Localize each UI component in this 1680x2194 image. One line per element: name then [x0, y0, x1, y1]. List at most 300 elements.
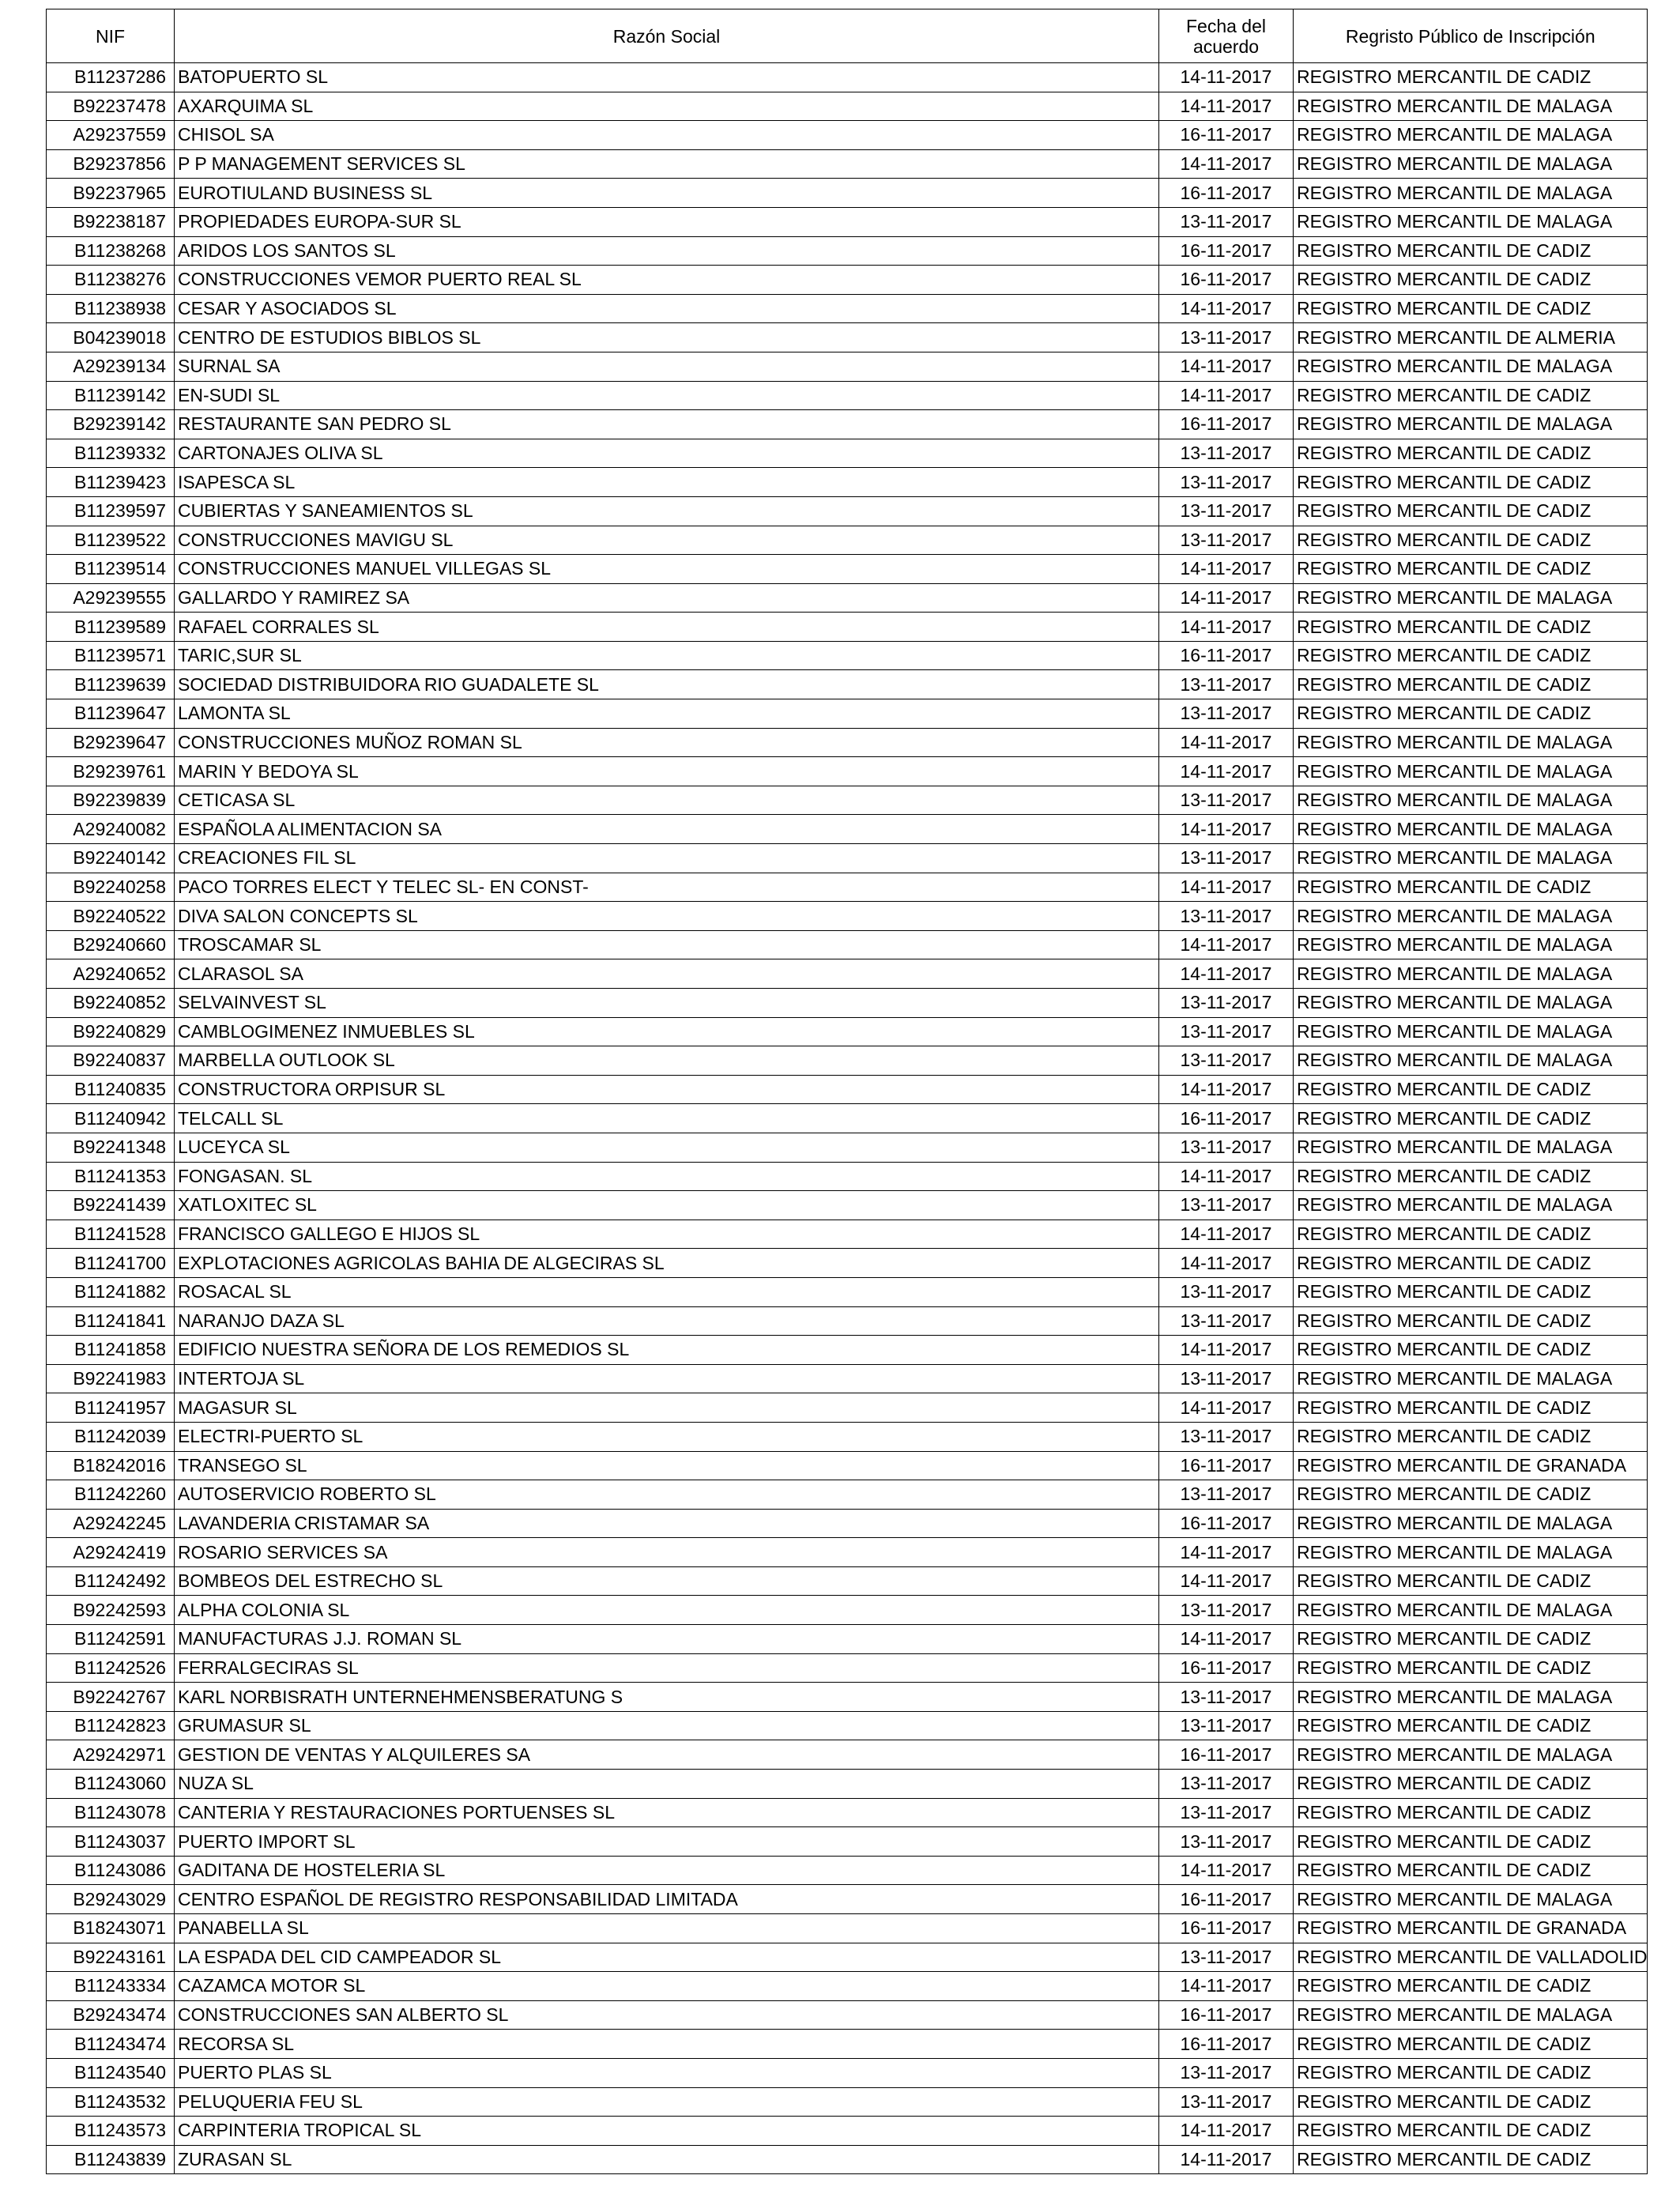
- cell-registro: REGISTRO MERCANTIL DE CADIZ: [1294, 526, 1648, 555]
- cell-fecha: 14-11-2017: [1159, 1856, 1294, 1885]
- cell-nif: B29239142: [47, 410, 175, 439]
- cell-registro: REGISTRO MERCANTIL DE CADIZ: [1294, 641, 1648, 670]
- cell-razon-social: XATLOXITEC SL: [175, 1191, 1159, 1220]
- cell-razon-social: LUCEYCA SL: [175, 1133, 1159, 1162]
- cell-registro: REGISTRO MERCANTIL DE MALAGA: [1294, 1683, 1648, 1712]
- cell-razon-social: EXPLOTACIONES AGRICOLAS BAHIA DE ALGECIRAS SL: [175, 1249, 1159, 1278]
- table-row: [47, 1249, 1648, 1278]
- table-row: [47, 1336, 1648, 1365]
- cell-nif: B11242526: [47, 1653, 175, 1683]
- table-row: [47, 1625, 1648, 1654]
- cell-nif: B11241858: [47, 1336, 175, 1365]
- cell-nif: B92241983: [47, 1364, 175, 1393]
- cell-nif: B11242492: [47, 1566, 175, 1596]
- cell-fecha: 13-11-2017: [1159, 989, 1294, 1018]
- cell-registro: REGISTRO MERCANTIL DE MALAGA: [1294, 1740, 1648, 1770]
- table-row: [47, 1770, 1648, 1799]
- cell-nif: B11243078: [47, 1798, 175, 1827]
- cell-registro: REGISTRO MERCANTIL DE CADIZ: [1294, 1220, 1648, 1249]
- cell-registro: REGISTRO MERCANTIL DE CADIZ: [1294, 1770, 1648, 1799]
- cell-registro: REGISTRO MERCANTIL DE MALAGA: [1294, 1538, 1648, 1567]
- cell-fecha: 16-11-2017: [1159, 266, 1294, 295]
- cell-nif: A29242245: [47, 1509, 175, 1538]
- cell-razon-social: CREACIONES FIL SL: [175, 844, 1159, 873]
- cell-razon-social: MARIN Y BEDOYA SL: [175, 757, 1159, 786]
- cell-nif: B11241882: [47, 1277, 175, 1306]
- cell-registro: REGISTRO MERCANTIL DE CADIZ: [1294, 496, 1648, 526]
- cell-fecha: 14-11-2017: [1159, 294, 1294, 323]
- cell-registro: REGISTRO MERCANTIL DE MALAGA: [1294, 989, 1648, 1018]
- cell-razon-social: CONSTRUCCIONES MANUEL VILLEGAS SL: [175, 555, 1159, 584]
- cell-registro: REGISTRO MERCANTIL DE CADIZ: [1294, 2030, 1648, 2059]
- cell-fecha: 14-11-2017: [1159, 1336, 1294, 1365]
- cell-nif: B92240258: [47, 873, 175, 902]
- table-row: [47, 2117, 1648, 2146]
- cell-fecha: 13-11-2017: [1159, 844, 1294, 873]
- table-row: [47, 63, 1648, 92]
- cell-registro: REGISTRO MERCANTIL DE MALAGA: [1294, 583, 1648, 613]
- cell-nif: B92240829: [47, 1017, 175, 1046]
- cell-registro: REGISTRO MERCANTIL DE MALAGA: [1294, 728, 1648, 757]
- table-row: [47, 902, 1648, 931]
- table-row: [47, 2087, 1648, 2117]
- cell-fecha: 13-11-2017: [1159, 786, 1294, 815]
- cell-razon-social: MAGASUR SL: [175, 1393, 1159, 1423]
- cell-registro: REGISTRO MERCANTIL DE CADIZ: [1294, 381, 1648, 410]
- cell-registro: REGISTRO MERCANTIL DE CADIZ: [1294, 1075, 1648, 1104]
- cell-razon-social: PUERTO IMPORT SL: [175, 1827, 1159, 1857]
- table-row: [47, 1653, 1648, 1683]
- table-row: [47, 728, 1648, 757]
- cell-registro: REGISTRO MERCANTIL DE CADIZ: [1294, 613, 1648, 642]
- cell-registro: REGISTRO MERCANTIL DE VALLADOLID: [1294, 1943, 1648, 1972]
- cell-fecha: 14-11-2017: [1159, 613, 1294, 642]
- cell-fecha: 14-11-2017: [1159, 959, 1294, 989]
- table-row: [47, 1566, 1648, 1596]
- cell-nif: B92238187: [47, 207, 175, 236]
- cell-registro: REGISTRO MERCANTIL DE CADIZ: [1294, 1566, 1648, 1596]
- cell-fecha: 13-11-2017: [1159, 1133, 1294, 1162]
- cell-registro: REGISTRO MERCANTIL DE CADIZ: [1294, 1306, 1648, 1336]
- cell-registro: REGISTRO MERCANTIL DE CADIZ: [1294, 1249, 1648, 1278]
- cell-registro: REGISTRO MERCANTIL DE CADIZ: [1294, 1277, 1648, 1306]
- cell-fecha: 13-11-2017: [1159, 1683, 1294, 1712]
- cell-razon-social: BOMBEOS DEL ESTRECHO SL: [175, 1566, 1159, 1596]
- cell-registro: REGISTRO MERCANTIL DE CADIZ: [1294, 468, 1648, 497]
- cell-razon-social: CLARASOL SA: [175, 959, 1159, 989]
- cell-fecha: 16-11-2017: [1159, 121, 1294, 150]
- table-row: [47, 844, 1648, 873]
- cell-razon-social: CONSTRUCCIONES MUÑOZ ROMAN SL: [175, 728, 1159, 757]
- cell-razon-social: AXARQUIMA SL: [175, 92, 1159, 121]
- cell-nif: B92237965: [47, 179, 175, 208]
- cell-registro: REGISTRO MERCANTIL DE CADIZ: [1294, 2087, 1648, 2117]
- cell-nif: B11239589: [47, 613, 175, 642]
- table-row: [47, 670, 1648, 699]
- cell-registro: REGISTRO MERCANTIL DE CADIZ: [1294, 1336, 1648, 1365]
- cell-fecha: 13-11-2017: [1159, 1798, 1294, 1827]
- table-row: [47, 1711, 1648, 1740]
- table-row: [47, 1943, 1648, 1972]
- table-row: [47, 1885, 1648, 1914]
- cell-nif: B18242016: [47, 1451, 175, 1480]
- table-row: [47, 526, 1648, 555]
- cell-razon-social: EDIFICIO NUESTRA SEÑORA DE LOS REMEDIOS SL: [175, 1336, 1159, 1365]
- cell-nif: B11243334: [47, 1972, 175, 2001]
- cell-fecha: 13-11-2017: [1159, 439, 1294, 468]
- cell-registro: REGISTRO MERCANTIL DE MALAGA: [1294, 959, 1648, 989]
- table-body: [47, 63, 1648, 2174]
- cell-registro: REGISTRO MERCANTIL DE CADIZ: [1294, 1480, 1648, 1510]
- cell-razon-social: FONGASAN. SL: [175, 1162, 1159, 1191]
- cell-fecha: 14-11-2017: [1159, 1972, 1294, 2001]
- cell-razon-social: CENTRO ESPAÑOL DE REGISTRO RESPONSABILIDAD LIMITADA: [175, 1885, 1159, 1914]
- cell-nif: B11241841: [47, 1306, 175, 1336]
- table-row: [47, 1075, 1648, 1104]
- cell-razon-social: TROSCAMAR SL: [175, 930, 1159, 959]
- table-row: [47, 1104, 1648, 1133]
- table-row: [47, 1220, 1648, 1249]
- cell-registro: REGISTRO MERCANTIL DE CADIZ: [1294, 294, 1648, 323]
- cell-nif: B92241348: [47, 1133, 175, 1162]
- cell-nif: B11237286: [47, 63, 175, 92]
- table-row: [47, 1393, 1648, 1423]
- cell-nif: B11240942: [47, 1104, 175, 1133]
- cell-nif: B11241353: [47, 1162, 175, 1191]
- cell-registro: REGISTRO MERCANTIL DE MALAGA: [1294, 757, 1648, 786]
- table-row: [47, 468, 1648, 497]
- cell-registro: REGISTRO MERCANTIL DE MALAGA: [1294, 1133, 1648, 1162]
- cell-razon-social: CENTRO DE ESTUDIOS BIBLOS SL: [175, 323, 1159, 352]
- cell-nif: B11243839: [47, 2145, 175, 2174]
- cell-fecha: 14-11-2017: [1159, 2117, 1294, 2146]
- table-row: [47, 266, 1648, 295]
- cell-fecha: 14-11-2017: [1159, 1220, 1294, 1249]
- cell-razon-social: TRANSEGO SL: [175, 1451, 1159, 1480]
- cell-razon-social: PELUQUERIA FEU SL: [175, 2087, 1159, 2117]
- cell-fecha: 14-11-2017: [1159, 555, 1294, 584]
- cell-razon-social: ISAPESCA SL: [175, 468, 1159, 497]
- cell-registro: REGISTRO MERCANTIL DE MALAGA: [1294, 1596, 1648, 1625]
- cell-fecha: 13-11-2017: [1159, 1364, 1294, 1393]
- cell-razon-social: DIVA SALON CONCEPTS SL: [175, 902, 1159, 931]
- cell-razon-social: PACO TORRES ELECT Y TELEC SL- EN CONST-: [175, 873, 1159, 902]
- cell-fecha: 13-11-2017: [1159, 1046, 1294, 1076]
- cell-registro: REGISTRO MERCANTIL DE MALAGA: [1294, 930, 1648, 959]
- cell-nif: B11242039: [47, 1422, 175, 1451]
- cell-registro: REGISTRO MERCANTIL DE MALAGA: [1294, 1885, 1648, 1914]
- cell-registro: REGISTRO MERCANTIL DE GRANADA: [1294, 1451, 1648, 1480]
- cell-razon-social: ELECTRI-PUERTO SL: [175, 1422, 1159, 1451]
- cell-fecha: 14-11-2017: [1159, 1566, 1294, 1596]
- cell-razon-social: NARANJO DAZA SL: [175, 1306, 1159, 1336]
- table-row: [47, 1683, 1648, 1712]
- cell-fecha: 13-11-2017: [1159, 1480, 1294, 1510]
- table-row: [47, 641, 1648, 670]
- cell-razon-social: PANABELLA SL: [175, 1914, 1159, 1943]
- table-row: [47, 179, 1648, 208]
- table-row: [47, 1914, 1648, 1943]
- cell-registro: REGISTRO MERCANTIL DE CADIZ: [1294, 1104, 1648, 1133]
- cell-razon-social: MARBELLA OUTLOOK SL: [175, 1046, 1159, 1076]
- cell-nif: B11242823: [47, 1711, 175, 1740]
- cell-fecha: 13-11-2017: [1159, 468, 1294, 497]
- cell-razon-social: EUROTIULAND BUSINESS SL: [175, 179, 1159, 208]
- cell-razon-social: PROPIEDADES EUROPA-SUR SL: [175, 207, 1159, 236]
- table-row: [47, 149, 1648, 179]
- table-row: [47, 1191, 1648, 1220]
- cell-registro: REGISTRO MERCANTIL DE CADIZ: [1294, 1162, 1648, 1191]
- cell-fecha: 16-11-2017: [1159, 2030, 1294, 2059]
- cell-fecha: 16-11-2017: [1159, 1509, 1294, 1538]
- cell-razon-social: SURNAL SA: [175, 352, 1159, 381]
- cell-razon-social: CARTONAJES OLIVA SL: [175, 439, 1159, 468]
- cell-registro: REGISTRO MERCANTIL DE MALAGA: [1294, 1017, 1648, 1046]
- cell-razon-social: LA ESPADA DEL CID CAMPEADOR SL: [175, 1943, 1159, 1972]
- cell-razon-social: MANUFACTURAS J.J. ROMAN SL: [175, 1625, 1159, 1654]
- cell-fecha: 14-11-2017: [1159, 1075, 1294, 1104]
- table-row: [47, 1046, 1648, 1076]
- cell-fecha: 13-11-2017: [1159, 496, 1294, 526]
- cell-fecha: 14-11-2017: [1159, 381, 1294, 410]
- table-row: [47, 439, 1648, 468]
- cell-razon-social: CHISOL SA: [175, 121, 1159, 150]
- cell-razon-social: ROSARIO SERVICES SA: [175, 1538, 1159, 1567]
- cell-razon-social: KARL NORBISRATH UNTERNEHMENSBERATUNG S: [175, 1683, 1159, 1712]
- cell-razon-social: GESTION DE VENTAS Y ALQUILERES SA: [175, 1740, 1159, 1770]
- table-row: [47, 930, 1648, 959]
- cell-razon-social: ROSACAL SL: [175, 1277, 1159, 1306]
- cell-fecha: 13-11-2017: [1159, 1422, 1294, 1451]
- cell-razon-social: LAMONTA SL: [175, 699, 1159, 729]
- cell-registro: REGISTRO MERCANTIL DE MALAGA: [1294, 1191, 1648, 1220]
- cell-nif: B11239332: [47, 439, 175, 468]
- cell-nif: B92240142: [47, 844, 175, 873]
- cell-registro: REGISTRO MERCANTIL DE MALAGA: [1294, 352, 1648, 381]
- table-row: [47, 1972, 1648, 2001]
- cell-nif: B11239522: [47, 526, 175, 555]
- table-row: [47, 815, 1648, 844]
- cell-razon-social: ARIDOS LOS SANTOS SL: [175, 236, 1159, 266]
- header-fecha-acuerdo: Fecha del acuerdo: [1159, 9, 1294, 63]
- cell-fecha: 13-11-2017: [1159, 670, 1294, 699]
- cell-razon-social: INTERTOJA SL: [175, 1364, 1159, 1393]
- cell-fecha: 13-11-2017: [1159, 2058, 1294, 2087]
- cell-razon-social: ESPAÑOLA ALIMENTACION SA: [175, 815, 1159, 844]
- cell-fecha: 14-11-2017: [1159, 815, 1294, 844]
- cell-registro: REGISTRO MERCANTIL DE MALAGA: [1294, 410, 1648, 439]
- cell-nif: B29240660: [47, 930, 175, 959]
- cell-razon-social: SELVAINVEST SL: [175, 989, 1159, 1018]
- cell-nif: A29239134: [47, 352, 175, 381]
- cell-razon-social: GRUMASUR SL: [175, 1711, 1159, 1740]
- cell-registro: REGISTRO MERCANTIL DE MALAGA: [1294, 92, 1648, 121]
- cell-fecha: 14-11-2017: [1159, 63, 1294, 92]
- table-row: [47, 1596, 1648, 1625]
- cell-fecha: 13-11-2017: [1159, 1191, 1294, 1220]
- cell-registro: REGISTRO MERCANTIL DE CADIZ: [1294, 1856, 1648, 1885]
- table-row: [47, 699, 1648, 729]
- table-row: [47, 786, 1648, 815]
- cell-nif: A29242419: [47, 1538, 175, 1567]
- cell-fecha: 14-11-2017: [1159, 1249, 1294, 1278]
- table-row: [47, 1277, 1648, 1306]
- cell-fecha: 16-11-2017: [1159, 179, 1294, 208]
- cell-registro: REGISTRO MERCANTIL DE MALAGA: [1294, 902, 1648, 931]
- cell-fecha: 14-11-2017: [1159, 1625, 1294, 1654]
- cell-registro: REGISTRO MERCANTIL DE MALAGA: [1294, 1046, 1648, 1076]
- cell-registro: REGISTRO MERCANTIL DE CADIZ: [1294, 1653, 1648, 1683]
- cell-nif: B92241439: [47, 1191, 175, 1220]
- cell-registro: REGISTRO MERCANTIL DE CADIZ: [1294, 2117, 1648, 2146]
- cell-nif: B04239018: [47, 323, 175, 352]
- cell-razon-social: CARPINTERIA TROPICAL SL: [175, 2117, 1159, 2146]
- table-row: [47, 873, 1648, 902]
- table-row: [47, 207, 1648, 236]
- header-nif: NIF: [47, 9, 175, 63]
- cell-razon-social: FRANCISCO GALLEGO E HIJOS SL: [175, 1220, 1159, 1249]
- cell-fecha: 14-11-2017: [1159, 1538, 1294, 1567]
- cell-nif: B11242591: [47, 1625, 175, 1654]
- cell-fecha: 16-11-2017: [1159, 1885, 1294, 1914]
- cell-registro: REGISTRO MERCANTIL DE CADIZ: [1294, 1393, 1648, 1423]
- cell-nif: A29237559: [47, 121, 175, 150]
- cell-razon-social: TARIC,SUR SL: [175, 641, 1159, 670]
- cell-razon-social: GALLARDO Y RAMIREZ SA: [175, 583, 1159, 613]
- cell-nif: B29243474: [47, 2000, 175, 2030]
- cell-fecha: 16-11-2017: [1159, 1104, 1294, 1133]
- cell-registro: REGISTRO MERCANTIL DE CADIZ: [1294, 2145, 1648, 2174]
- table-row: [47, 2058, 1648, 2087]
- cell-razon-social: TELCALL SL: [175, 1104, 1159, 1133]
- cell-fecha: 16-11-2017: [1159, 1740, 1294, 1770]
- cell-razon-social: RAFAEL CORRALES SL: [175, 613, 1159, 642]
- table-row: [47, 92, 1648, 121]
- cell-fecha: 16-11-2017: [1159, 236, 1294, 266]
- cell-nif: B11243573: [47, 2117, 175, 2146]
- cell-fecha: 14-11-2017: [1159, 728, 1294, 757]
- table-row: [47, 294, 1648, 323]
- cell-fecha: 14-11-2017: [1159, 1393, 1294, 1423]
- table-row: [47, 323, 1648, 352]
- cell-fecha: 16-11-2017: [1159, 1653, 1294, 1683]
- cell-nif: B92242593: [47, 1596, 175, 1625]
- cell-fecha: 14-11-2017: [1159, 930, 1294, 959]
- cell-razon-social: AUTOSERVICIO ROBERTO SL: [175, 1480, 1159, 1510]
- cell-nif: B92240522: [47, 902, 175, 931]
- cell-nif: A29240652: [47, 959, 175, 989]
- cell-registro: REGISTRO MERCANTIL DE CADIZ: [1294, 1422, 1648, 1451]
- cell-razon-social: RESTAURANTE SAN PEDRO SL: [175, 410, 1159, 439]
- cell-nif: B11243060: [47, 1770, 175, 1799]
- table-row: [47, 496, 1648, 526]
- cell-fecha: 13-11-2017: [1159, 1277, 1294, 1306]
- cell-registro: REGISTRO MERCANTIL DE ALMERIA: [1294, 323, 1648, 352]
- cell-registro: REGISTRO MERCANTIL DE CADIZ: [1294, 236, 1648, 266]
- cell-nif: B11238276: [47, 266, 175, 295]
- cell-registro: REGISTRO MERCANTIL DE CADIZ: [1294, 1798, 1648, 1827]
- cell-registro: REGISTRO MERCANTIL DE GRANADA: [1294, 1914, 1648, 1943]
- cell-razon-social: CONSTRUCCIONES SAN ALBERTO SL: [175, 2000, 1159, 2030]
- cell-razon-social: GADITANA DE HOSTELERIA SL: [175, 1856, 1159, 1885]
- table-row: [47, 1364, 1648, 1393]
- cell-registro: REGISTRO MERCANTIL DE CADIZ: [1294, 63, 1648, 92]
- cell-nif: B11243474: [47, 2030, 175, 2059]
- cell-fecha: 14-11-2017: [1159, 757, 1294, 786]
- cell-registro: REGISTRO MERCANTIL DE CADIZ: [1294, 873, 1648, 902]
- table-row: [47, 555, 1648, 584]
- cell-razon-social: CONSTRUCCIONES MAVIGU SL: [175, 526, 1159, 555]
- cell-nif: B11241528: [47, 1220, 175, 1249]
- cell-nif: B29243029: [47, 1885, 175, 1914]
- cell-nif: B11241700: [47, 1249, 175, 1278]
- cell-nif: B92242767: [47, 1683, 175, 1712]
- cell-nif: B29239761: [47, 757, 175, 786]
- cell-fecha: 16-11-2017: [1159, 410, 1294, 439]
- header-registro-publico: Regristo Público de Inscripción: [1294, 9, 1648, 63]
- cell-razon-social: SOCIEDAD DISTRIBUIDORA RIO GUADALETE SL: [175, 670, 1159, 699]
- cell-registro: REGISTRO MERCANTIL DE CADIZ: [1294, 2058, 1648, 2087]
- cell-registro: REGISTRO MERCANTIL DE CADIZ: [1294, 439, 1648, 468]
- table-row: [47, 1827, 1648, 1857]
- cell-razon-social: CUBIERTAS Y SANEAMIENTOS SL: [175, 496, 1159, 526]
- cell-razon-social: CETICASA SL: [175, 786, 1159, 815]
- cell-razon-social: CAZAMCA MOTOR SL: [175, 1972, 1159, 2001]
- cell-registro: REGISTRO MERCANTIL DE MALAGA: [1294, 815, 1648, 844]
- cell-registro: REGISTRO MERCANTIL DE MALAGA: [1294, 121, 1648, 150]
- cell-razon-social: EN-SUDI SL: [175, 381, 1159, 410]
- table-row: [47, 1509, 1648, 1538]
- cell-nif: B11239647: [47, 699, 175, 729]
- cell-nif: B11243086: [47, 1856, 175, 1885]
- table-row: [47, 989, 1648, 1018]
- cell-nif: B11241957: [47, 1393, 175, 1423]
- table-row: [47, 583, 1648, 613]
- registry-table: [46, 9, 1648, 2174]
- cell-registro: REGISTRO MERCANTIL DE CADIZ: [1294, 555, 1648, 584]
- cell-registro: REGISTRO MERCANTIL DE CADIZ: [1294, 266, 1648, 295]
- cell-fecha: 13-11-2017: [1159, 1770, 1294, 1799]
- cell-fecha: 14-11-2017: [1159, 1162, 1294, 1191]
- cell-nif: B11243532: [47, 2087, 175, 2117]
- cell-nif: B11240835: [47, 1075, 175, 1104]
- cell-nif: B11239423: [47, 468, 175, 497]
- cell-fecha: 13-11-2017: [1159, 2087, 1294, 2117]
- cell-registro: REGISTRO MERCANTIL DE MALAGA: [1294, 207, 1648, 236]
- cell-fecha: 13-11-2017: [1159, 207, 1294, 236]
- cell-nif: B29237856: [47, 149, 175, 179]
- table-row: [47, 2145, 1648, 2174]
- cell-razon-social: BATOPUERTO SL: [175, 63, 1159, 92]
- cell-fecha: 13-11-2017: [1159, 1596, 1294, 1625]
- table-row: [47, 236, 1648, 266]
- cell-fecha: 13-11-2017: [1159, 1017, 1294, 1046]
- cell-registro: REGISTRO MERCANTIL DE CADIZ: [1294, 699, 1648, 729]
- cell-razon-social: ALPHA COLONIA SL: [175, 1596, 1159, 1625]
- table-row: [47, 1017, 1648, 1046]
- cell-fecha: 16-11-2017: [1159, 2000, 1294, 2030]
- cell-nif: B92240837: [47, 1046, 175, 1076]
- table-row: [47, 1162, 1648, 1191]
- cell-fecha: 16-11-2017: [1159, 641, 1294, 670]
- cell-registro: REGISTRO MERCANTIL DE MALAGA: [1294, 149, 1648, 179]
- cell-razon-social: NUZA SL: [175, 1770, 1159, 1799]
- cell-razon-social: CONSTRUCCIONES VEMOR PUERTO REAL SL: [175, 266, 1159, 295]
- cell-nif: B11238268: [47, 236, 175, 266]
- table-row: [47, 613, 1648, 642]
- cell-razon-social: CAMBLOGIMENEZ INMUEBLES SL: [175, 1017, 1159, 1046]
- cell-nif: B11239639: [47, 670, 175, 699]
